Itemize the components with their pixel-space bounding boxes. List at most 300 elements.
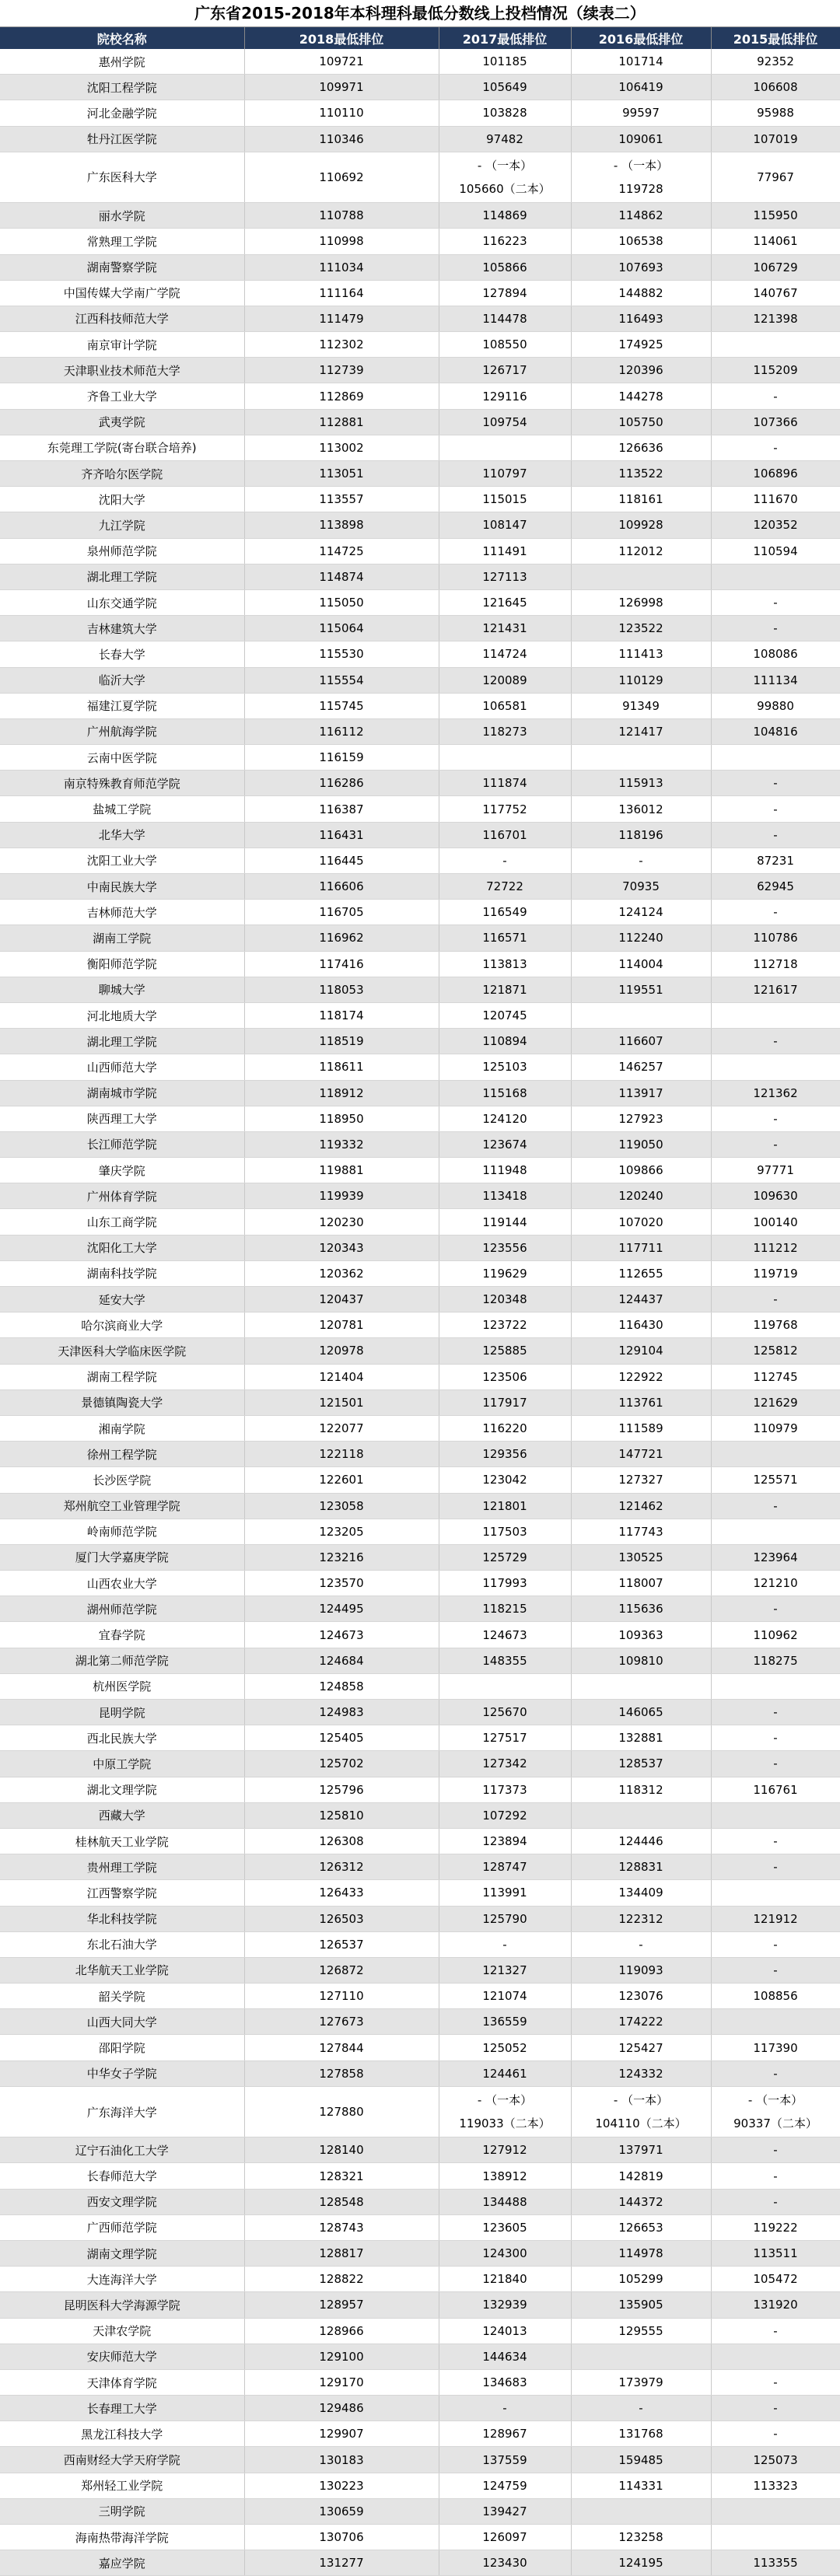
cell-rank-2018: 114874 <box>244 564 439 589</box>
cell-rank-2015 <box>711 152 840 202</box>
cell-rank-2017: 107292 <box>439 1802 571 1828</box>
col-header-2016: 2016最低排位 <box>571 27 711 49</box>
cell-rank-2017: - <box>439 848 571 873</box>
cell-school: 湖北理工学院 <box>0 1029 244 1054</box>
cell-rank-2016: 132881 <box>571 1725 711 1751</box>
cell-school: 三明学院 <box>0 2498 244 2524</box>
cell-school: 邵阳学院 <box>0 2035 244 2060</box>
cell-rank-2015: 112718 <box>711 951 840 977</box>
cell-rank-2018: 128140 <box>244 2137 439 2163</box>
cell-rank-2016: 146257 <box>571 1054 711 1080</box>
cell-rank-2018: 120781 <box>244 1312 439 1338</box>
cell-rank-2018: 124983 <box>244 1700 439 1725</box>
table-row <box>0 203 840 229</box>
cell-rank-2017: 114724 <box>439 641 571 667</box>
cell-rank-2015: 99880 <box>711 693 840 718</box>
cell-school: 河北金融学院 <box>0 100 244 126</box>
cell-rank-2017: 126717 <box>439 358 571 383</box>
cell-rank-2017: 121074 <box>439 1984 571 2009</box>
cell-rank-2015: 111212 <box>711 1235 840 1260</box>
cell-rank-2018: 127844 <box>244 2035 439 2060</box>
cell-rank-2016: 116430 <box>571 1312 711 1338</box>
table-row <box>0 1854 840 1880</box>
cell-rank-2016: 134409 <box>571 1880 711 1906</box>
cell-school: 天津体育学院 <box>0 2369 244 2395</box>
table-row <box>0 1415 840 1441</box>
cell-rank-2018: 116606 <box>244 874 439 900</box>
cell-rank-2017: 111948 <box>439 1158 571 1183</box>
cell-rank-2018: 120343 <box>244 1235 439 1260</box>
cell-school: 韶关学院 <box>0 1984 244 2009</box>
cell-rank-2018: 126503 <box>244 1906 439 1931</box>
cell-rank-2017: - <box>439 2396 571 2421</box>
cell-rank-2016 <box>571 1673 711 1699</box>
cell-rank-2016: 115913 <box>571 771 711 796</box>
cell-rank-2015: 121362 <box>711 1080 840 1106</box>
cell-rank-2015 <box>711 564 840 589</box>
table-row <box>0 1622 840 1648</box>
table-row <box>0 1312 840 1338</box>
cell-rank-2017 <box>439 2086 571 2137</box>
table-row <box>0 1596 840 1622</box>
cell-rank-2016: 118312 <box>571 1777 711 1802</box>
cell-rank-2016: 121462 <box>571 1493 711 1519</box>
cell-rank-2017: 124461 <box>439 2060 571 2086</box>
table-row <box>0 2009 840 2035</box>
cell-rank-2018: 126308 <box>244 1828 439 1854</box>
cell-rank-2015: - <box>711 2421 840 2447</box>
cell-rank-2016: 107020 <box>571 1209 711 1235</box>
cell-rank-2015: 110786 <box>711 925 840 951</box>
cell-rank-2015: 119768 <box>711 1312 840 1338</box>
cell-rank-2018: 127673 <box>244 2009 439 2035</box>
cell-school: 江西科技师范大学 <box>0 306 244 331</box>
table-row <box>0 771 840 796</box>
table-row <box>0 1984 840 2009</box>
cell-rank-2017: 106581 <box>439 693 571 718</box>
cell-rank-2017: 123430 <box>439 2550 571 2576</box>
cell-rank-2017: 125670 <box>439 1700 571 1725</box>
cell-school: 中华女子学院 <box>0 2060 244 2086</box>
sheet-title: 广东省2015-2018年本科理科最低分数线上投档情况（续表二） <box>0 0 840 27</box>
cell-rank-2018: 113557 <box>244 487 439 512</box>
cell-school: 昆明学院 <box>0 1700 244 1725</box>
table-row <box>0 461 840 487</box>
cell-rank-2015 <box>711 2086 840 2137</box>
cell-school: 湖南警察学院 <box>0 254 244 280</box>
cell-rank-2018: 124495 <box>244 1596 439 1622</box>
table-row <box>0 1802 840 1828</box>
cell-rank-2017: 120348 <box>439 1287 571 1312</box>
cell-rank-2018: 125810 <box>244 1802 439 1828</box>
cell-rank-2018: 123205 <box>244 1519 439 1544</box>
cell-rank-2015: 107019 <box>711 126 840 152</box>
cell-rank-2017: 108550 <box>439 332 571 358</box>
cell-rank-2018: 118174 <box>244 1002 439 1028</box>
cell-rank-2017: 123556 <box>439 1235 571 1260</box>
cell-school: 沈阳大学 <box>0 487 244 512</box>
cell-rank-2017: 103828 <box>439 100 571 126</box>
cell-rank-2016: 112240 <box>571 925 711 951</box>
cell-rank-2018: 116962 <box>244 925 439 951</box>
cell-line: - （一本） <box>613 2093 669 2108</box>
cell-rank-2017: 127912 <box>439 2137 571 2163</box>
table-row <box>0 1777 840 1802</box>
table-row <box>0 925 840 951</box>
cell-rank-2016: 142819 <box>571 2163 711 2189</box>
cell-rank-2017: 138912 <box>439 2163 571 2189</box>
cell-rank-2017: 123042 <box>439 1467 571 1493</box>
cell-rank-2015: - <box>711 2396 840 2421</box>
cell-rank-2016: - <box>571 1931 711 1957</box>
table-row <box>0 2060 840 2086</box>
cell-school: 齐鲁工业大学 <box>0 383 244 409</box>
table-row <box>0 1389 840 1415</box>
cell-school: 常熟理工学院 <box>0 229 244 254</box>
cell-rank-2016: 173979 <box>571 2369 711 2395</box>
cell-school: 天津职业技术师范大学 <box>0 358 244 383</box>
table-row <box>0 152 840 202</box>
cell-rank-2017: 118215 <box>439 1596 571 1622</box>
cell-school: 西藏大学 <box>0 1802 244 1828</box>
cell-rank-2015: 131920 <box>711 2292 840 2318</box>
cell-rank-2015: 95988 <box>711 100 840 126</box>
cell-rank-2016: 114978 <box>571 2240 711 2266</box>
cell-rank-2017 <box>439 435 571 460</box>
cell-rank-2018: 124673 <box>244 1622 439 1648</box>
cell-rank-2018: 111034 <box>244 254 439 280</box>
cell-rank-2016: 117743 <box>571 1519 711 1544</box>
cell-rank-2018: 112881 <box>244 409 439 435</box>
cell-school: 武夷学院 <box>0 409 244 435</box>
cell-rank-2016: 105750 <box>571 409 711 435</box>
cell-rank-2017: 105866 <box>439 254 571 280</box>
table-row <box>0 2473 840 2498</box>
cell-rank-2015: - <box>711 1957 840 1983</box>
cell-rank-2015: - <box>711 589 840 615</box>
cell-rank-2018: 118912 <box>244 1080 439 1106</box>
col-header-school: 院校名称 <box>0 27 244 49</box>
cell-school: 景德镇陶瓷大学 <box>0 1389 244 1415</box>
cell-rank-2016: - <box>571 2396 711 2421</box>
table-row <box>0 1673 840 1699</box>
cell-rank-2015 <box>711 2344 840 2369</box>
table-row <box>0 1106 840 1131</box>
cell-rank-2016 <box>571 2498 711 2524</box>
table-row <box>0 2525 840 2550</box>
cell-line: - （一本） <box>477 2093 533 2108</box>
table-row <box>0 332 840 358</box>
cell-rank-2016: 109363 <box>571 1622 711 1648</box>
table-row <box>0 126 840 152</box>
cell-school: 牡丹江医学院 <box>0 126 244 152</box>
cell-rank-2016: 174222 <box>571 2009 711 2035</box>
table-row <box>0 977 840 1002</box>
table-row <box>0 49 840 75</box>
cell-rank-2018: 118950 <box>244 1106 439 1131</box>
cell-rank-2018: 110692 <box>244 152 439 202</box>
cell-rank-2018: 116112 <box>244 718 439 744</box>
cell-school: 嘉应学院 <box>0 2550 244 2576</box>
cell-rank-2015: - <box>711 616 840 641</box>
cell-rank-2017: 125790 <box>439 1906 571 1931</box>
cell-rank-2018: 128957 <box>244 2292 439 2318</box>
cell-school: 云南中医学院 <box>0 745 244 771</box>
cell-school: 福建江夏学院 <box>0 693 244 718</box>
cell-rank-2015: 120352 <box>711 512 840 538</box>
table-row <box>0 745 840 771</box>
cell-school: 山东工商学院 <box>0 1209 244 1235</box>
cell-rank-2018: 128822 <box>244 2267 439 2292</box>
cell-rank-2015: - <box>711 1493 840 1519</box>
cell-school: 湖北文理学院 <box>0 1777 244 1802</box>
cell-rank-2018: 120230 <box>244 1209 439 1235</box>
cell-rank-2016: 123076 <box>571 1984 711 2009</box>
cell-rank-2015 <box>711 1519 840 1544</box>
cell-rank-2015: 121398 <box>711 306 840 331</box>
cell-school: 海南热带海洋学院 <box>0 2525 244 2550</box>
cell-rank-2015: 115950 <box>711 203 840 229</box>
table-row <box>0 2292 840 2318</box>
cell-rank-2018: 110346 <box>244 126 439 152</box>
cell-rank-2018: 109971 <box>244 75 439 100</box>
cell-rank-2015: 106729 <box>711 254 840 280</box>
cell-rank-2018: 116286 <box>244 771 439 796</box>
cell-rank-2015: 125073 <box>711 2447 840 2473</box>
table-row <box>0 2344 840 2369</box>
cell-rank-2017 <box>439 152 571 202</box>
cell-rank-2016: 120396 <box>571 358 711 383</box>
table-row <box>0 1131 840 1157</box>
cell-rank-2016: 144882 <box>571 280 711 306</box>
table-row <box>0 874 840 900</box>
table-row <box>0 1828 840 1854</box>
cell-rank-2017: 113813 <box>439 951 571 977</box>
cell-rank-2015: - <box>711 2189 840 2214</box>
cell-rank-2018: 116445 <box>244 848 439 873</box>
table-row <box>0 75 840 100</box>
cell-school: 北华大学 <box>0 822 244 848</box>
cell-rank-2017: 123722 <box>439 1312 571 1338</box>
cell-rank-2017 <box>439 1673 571 1699</box>
cell-rank-2016 <box>571 1002 711 1028</box>
cell-school: 昆明医科大学海源学院 <box>0 2292 244 2318</box>
cell-rank-2018: 128966 <box>244 2318 439 2344</box>
cell-rank-2016: 123522 <box>571 616 711 641</box>
cell-rank-2015: 121912 <box>711 1906 840 1931</box>
cell-rank-2016: 120240 <box>571 1183 711 1209</box>
cell-rank-2018: 111479 <box>244 306 439 331</box>
cell-rank-2018: 123216 <box>244 1544 439 1570</box>
cell-rank-2018: 120362 <box>244 1260 439 1286</box>
cell-rank-2018: 130183 <box>244 2447 439 2473</box>
cell-rank-2017: 115168 <box>439 1080 571 1106</box>
table-row <box>0 1725 840 1751</box>
cell-school: 肇庆学院 <box>0 1158 244 1183</box>
cell-rank-2017: 127517 <box>439 1725 571 1751</box>
cell-rank-2015: 113355 <box>711 2550 840 2576</box>
cell-rank-2016: 126998 <box>571 589 711 615</box>
cell-rank-2015: 119719 <box>711 1260 840 1286</box>
table-row <box>0 1751 840 1777</box>
admission-table <box>0 27 840 2576</box>
cell-school: 广州航海学院 <box>0 718 244 744</box>
cell-rank-2015: - <box>711 2163 840 2189</box>
cell-rank-2016: 159485 <box>571 2447 711 2473</box>
cell-rank-2017: 109754 <box>439 409 571 435</box>
cell-rank-2018: 128321 <box>244 2163 439 2189</box>
cell-rank-2018: 118611 <box>244 1054 439 1080</box>
table-row <box>0 1700 840 1725</box>
cell-rank-2018: 118053 <box>244 977 439 1002</box>
cell-rank-2017: 121801 <box>439 1493 571 1519</box>
cell-rank-2015: 87231 <box>711 848 840 873</box>
cell-rank-2016 <box>571 2086 711 2137</box>
cell-rank-2016: 109866 <box>571 1158 711 1183</box>
cell-rank-2018: 120978 <box>244 1338 439 1364</box>
cell-rank-2017: 127113 <box>439 564 571 589</box>
cell-line: 77967 <box>757 170 794 184</box>
cell-rank-2016: 118007 <box>571 1571 711 1596</box>
cell-rank-2018: 114725 <box>244 538 439 564</box>
cell-school: 沈阳化工大学 <box>0 1235 244 1260</box>
cell-rank-2015 <box>711 745 840 771</box>
header-row <box>0 27 840 49</box>
cell-rank-2015: 106608 <box>711 75 840 100</box>
cell-school: 齐齐哈尔医学院 <box>0 461 244 487</box>
cell-line: 119728 <box>618 181 663 196</box>
cell-rank-2018: 129486 <box>244 2396 439 2421</box>
cell-rank-2018: 129100 <box>244 2344 439 2369</box>
cell-rank-2015: 125812 <box>711 1338 840 1364</box>
cell-rank-2018: 126433 <box>244 1880 439 1906</box>
cell-school: 山西师范大学 <box>0 1054 244 1080</box>
cell-school: 天津农学院 <box>0 2318 244 2344</box>
cell-rank-2015: - <box>711 822 840 848</box>
cell-rank-2017: 118273 <box>439 718 571 744</box>
cell-rank-2015: 118275 <box>711 1648 840 1673</box>
cell-rank-2015: - <box>711 1828 840 1854</box>
cell-rank-2018: 118519 <box>244 1029 439 1054</box>
cell-rank-2016: 122312 <box>571 1906 711 1931</box>
table-row <box>0 589 840 615</box>
cell-rank-2017: 126097 <box>439 2525 571 2550</box>
cell-rank-2016: 128831 <box>571 1854 711 1880</box>
cell-rank-2016: 110129 <box>571 667 711 693</box>
cell-rank-2016: 174925 <box>571 332 711 358</box>
cell-rank-2018: 110998 <box>244 229 439 254</box>
cell-rank-2018: 115064 <box>244 616 439 641</box>
cell-school: 湖南工程学院 <box>0 1364 244 1389</box>
cell-school: 江西警察学院 <box>0 1880 244 1906</box>
cell-rank-2017: 136559 <box>439 2009 571 2035</box>
cell-rank-2015 <box>711 1673 840 1699</box>
cell-rank-2018: 128743 <box>244 2214 439 2240</box>
cell-rank-2016: 118161 <box>571 487 711 512</box>
cell-line: 104110（二本） <box>595 2116 687 2131</box>
cell-rank-2015: 125571 <box>711 1467 840 1493</box>
cell-rank-2016: 119093 <box>571 1957 711 1983</box>
cell-rank-2015: - <box>711 1106 840 1131</box>
cell-rank-2016: 112655 <box>571 1260 711 1286</box>
cell-rank-2016: 117711 <box>571 1235 711 1260</box>
cell-rank-2015 <box>711 1054 840 1080</box>
table-row <box>0 1467 840 1493</box>
cell-rank-2018: 119939 <box>244 1183 439 1209</box>
cell-rank-2016 <box>571 745 711 771</box>
table-row <box>0 616 840 641</box>
cell-rank-2016: 113917 <box>571 1080 711 1106</box>
cell-rank-2018: 117416 <box>244 951 439 977</box>
cell-rank-2015: - <box>711 1596 840 1622</box>
cell-rank-2016: 107693 <box>571 254 711 280</box>
cell-rank-2015: 110962 <box>711 1622 840 1648</box>
table-row <box>0 1442 840 1467</box>
cell-rank-2016: 125427 <box>571 2035 711 2060</box>
cell-school: 湖南科技学院 <box>0 1260 244 1286</box>
cell-rank-2018: 130659 <box>244 2498 439 2524</box>
cell-rank-2016: 126653 <box>571 2214 711 2240</box>
cell-rank-2017: 101185 <box>439 49 571 75</box>
table-row <box>0 1080 840 1106</box>
table-row <box>0 2163 840 2189</box>
cell-rank-2015: - <box>711 900 840 925</box>
table-row <box>0 796 840 822</box>
cell-rank-2017: 123605 <box>439 2214 571 2240</box>
cell-school: 宜春学院 <box>0 1622 244 1648</box>
cell-rank-2015: 92352 <box>711 49 840 75</box>
cell-rank-2016: 113522 <box>571 461 711 487</box>
cell-rank-2017: 121431 <box>439 616 571 641</box>
table-row <box>0 1880 840 1906</box>
cell-school: 岭南师范学院 <box>0 1519 244 1544</box>
cell-rank-2015 <box>711 2498 840 2524</box>
table-row <box>0 2214 840 2240</box>
cell-school: 沈阳工业大学 <box>0 848 244 873</box>
cell-rank-2017: 139427 <box>439 2498 571 2524</box>
cell-rank-2015 <box>711 1002 840 1028</box>
cell-rank-2015: - <box>711 1700 840 1725</box>
cell-rank-2016: 114862 <box>571 203 711 229</box>
cell-rank-2018: 110110 <box>244 100 439 126</box>
cell-rank-2017: 120745 <box>439 1002 571 1028</box>
cell-school: 南京特殊教育师范学院 <box>0 771 244 796</box>
cell-rank-2015: - <box>711 1029 840 1054</box>
cell-school: 泉州师范学院 <box>0 538 244 564</box>
cell-rank-2016: 129104 <box>571 1338 711 1364</box>
cell-rank-2017: 120089 <box>439 667 571 693</box>
cell-rank-2018: 130706 <box>244 2525 439 2550</box>
cell-rank-2016: 116607 <box>571 1029 711 1054</box>
cell-rank-2015: 117390 <box>711 2035 840 2060</box>
cell-rank-2015: - <box>711 1931 840 1957</box>
table-row <box>0 1002 840 1028</box>
cell-rank-2017: 125729 <box>439 1544 571 1570</box>
cell-rank-2017 <box>439 745 571 771</box>
cell-rank-2018: 115745 <box>244 693 439 718</box>
cell-line: - （一本） <box>747 2093 803 2108</box>
cell-rank-2015: 115209 <box>711 358 840 383</box>
cell-school: 中原工学院 <box>0 1751 244 1777</box>
cell-rank-2015 <box>711 2525 840 2550</box>
cell-school: 惠州学院 <box>0 49 244 75</box>
cell-rank-2017: 129356 <box>439 1442 571 1467</box>
cell-rank-2016: 136012 <box>571 796 711 822</box>
cell-school: 九江学院 <box>0 512 244 538</box>
cell-rank-2017: 110797 <box>439 461 571 487</box>
cell-rank-2017: 116220 <box>439 1415 571 1441</box>
table-row <box>0 2318 840 2344</box>
